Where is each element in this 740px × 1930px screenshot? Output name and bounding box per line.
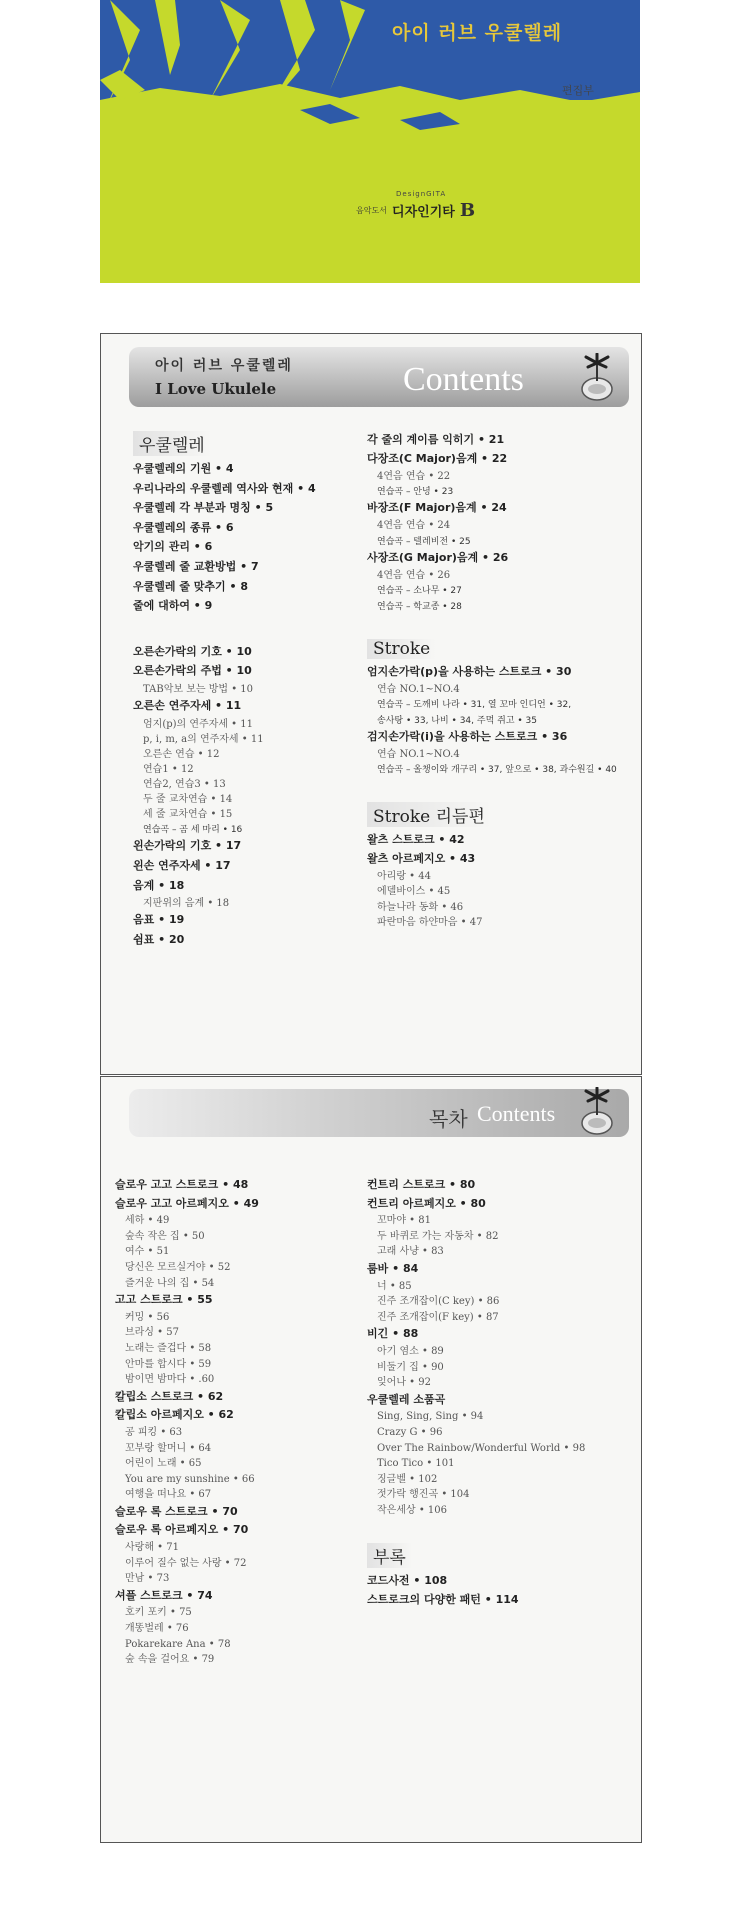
toc-subentry: 연습곡 – 올챙이와 개구리 • 37, 앞으로 • 38, 과수원길 • 40 (377, 765, 617, 776)
cover-author: 편집부 (562, 84, 594, 97)
toc-entry: 오른손가락의 기호 • 10 (133, 644, 252, 658)
toc-left-column (115, 1177, 355, 1669)
toc-subentry: 세하 • 49 (125, 1215, 170, 1227)
toc-subentry: 브라싱 • 57 (125, 1327, 179, 1339)
contents-page-2 (100, 1076, 642, 1843)
contents-page-1 (100, 333, 642, 1075)
toc-entry: 룸바 • 84 (367, 1261, 419, 1275)
toc-entry: 슬로우 록 아르페지오 • 70 (115, 1523, 249, 1537)
toc-entry: 우쿨렐레의 기원 • 4 (133, 462, 234, 475)
toc-subentry: 호키 포키 • 75 (125, 1607, 192, 1619)
toc-subentry: Sing, Sing, Sing • 94 (377, 1411, 484, 1423)
toc-subentry: Crazy G • 96 (377, 1426, 443, 1438)
toc-section-heading: 부록 (367, 1543, 412, 1568)
toc-subentry: 아기 염소 • 89 (377, 1345, 444, 1357)
toc-entry: 스트로크의 다양한 패턴 • 114 (367, 1593, 519, 1607)
toc-entry: 셔플 스트로크 • 74 (115, 1588, 213, 1602)
publisher-logo (356, 190, 476, 221)
publisher-small-text: 음악도서 (356, 206, 387, 215)
toc-subentry: 4연음 연습 • 26 (377, 569, 451, 581)
spacer (367, 778, 637, 800)
toc-entry: 사장조(G Major)음계 • 26 (367, 550, 509, 564)
toc-section-heading: Stroke 리듬편 (367, 802, 491, 827)
toc-subentry: 징글벨 • 102 (377, 1473, 438, 1485)
ukulele-palm-icon (574, 353, 620, 403)
toc-subentry: 진주 조개잡이(F key) • 87 (377, 1311, 499, 1323)
toc-subentry: 어린이 노래 • 65 (125, 1458, 202, 1470)
toc-subentry: 안마를 합시다 • 59 (125, 1358, 212, 1370)
toc-entry: 음표 • 19 (133, 913, 185, 927)
toc-subentry: 송사탕 • 33, 나비 • 34, 주먹 쥐고 • 35 (377, 715, 537, 726)
toc-subentry: 당신은 모르실거야 • 52 (125, 1261, 231, 1273)
contents-banner (129, 347, 629, 407)
toc-subentry: 하늘나라 동화 • 46 (377, 901, 464, 913)
toc-subentry: 연습곡 – 텔레비전 • 25 (377, 536, 471, 547)
toc-subentry: Over The Rainbow/Wonderful World • 98 (377, 1442, 586, 1454)
toc-entry: 악기의 관리 • 6 (133, 540, 213, 554)
toc-subentry: 연습 NO.1~NO.4 (377, 748, 460, 760)
toc-subentry: 연습곡 – 소나무 • 27 (377, 586, 462, 597)
toc-right-column (367, 1177, 637, 1611)
toc-subentry: 고래 사냥 • 83 (377, 1246, 444, 1258)
toc-subentry: 두 줄 교차연습 • 14 (143, 794, 233, 806)
toc-entry: 칼립소 아르페지오 • 62 (115, 1408, 234, 1422)
toc-entry: 우쿨렐레 줄 교환방법 • 7 (133, 559, 259, 573)
toc-subentry: Tico Tico • 101 (377, 1458, 455, 1470)
toc-subentry: 두 바퀴로 가는 자동차 • 82 (377, 1230, 499, 1242)
toc-entry: 컨트리 아르페지오 • 80 (367, 1196, 486, 1210)
toc-subentry: 연습곡 – 학교종 • 28 (377, 601, 462, 612)
toc-subentry: 숲속 작은 집 • 50 (125, 1230, 205, 1242)
toc-subentry: 여수 • 51 (125, 1246, 170, 1258)
book-cover (100, 0, 640, 283)
toc-subentry: 연습곡 – 안녕 • 23 (377, 486, 454, 497)
toc-left-column (133, 429, 363, 951)
toc-entry: 우쿨렐레 각 부분과 명칭 • 5 (133, 501, 274, 515)
banner-mokcha-label: 목차 (429, 1107, 468, 1131)
toc-entry: 우쿨렐레 소품곡 (367, 1392, 446, 1406)
toc-subentry: 공 피킹 • 63 (125, 1426, 183, 1438)
toc-subentry: 사랑해 • 71 (125, 1542, 179, 1554)
toc-subentry: 즐거운 나의 집 • 54 (125, 1277, 215, 1289)
toc-right-column (367, 432, 637, 932)
toc-subentry: 4연음 연습 • 24 (377, 520, 451, 532)
toc-subentry: 밤이면 밤마다 • .60 (125, 1374, 215, 1386)
toc-entry: 우쿨렐레 줄 맞추기 • 8 (133, 579, 249, 593)
contents-banner (129, 1089, 629, 1137)
toc-subentry: 커밍 • 56 (125, 1311, 170, 1323)
toc-entry: 컨트리 스트로크 • 80 (367, 1178, 476, 1191)
toc-entry: 우쿨렐레의 종류 • 6 (133, 520, 234, 534)
toc-entry: 슬로우 록 스트로크 • 70 (115, 1504, 238, 1518)
toc-subentry: Pokarekare Ana • 78 (125, 1638, 231, 1650)
toc-entry: 바장조(F Major)음계 • 24 (367, 501, 507, 515)
toc-subentry: 숲 속을 걸어요 • 79 (125, 1654, 215, 1666)
toc-subentry: 엄지(p)의 연주자세 • 11 (143, 718, 253, 730)
toc-subentry: 개똥벌레 • 76 (125, 1623, 189, 1635)
publisher-name: 디자인기타 (392, 205, 455, 220)
toc-section-heading: 우쿨렐레 (133, 431, 211, 456)
spacer (133, 618, 363, 644)
toc-entry: 엄지손가락(p)을 사용하는 스트로크 • 30 (367, 664, 572, 678)
ukulele-palm-icon (574, 1087, 620, 1137)
toc-subentry: 너 • 85 (377, 1280, 412, 1292)
toc-subentry: TAB악보 보는 방법 • 10 (143, 683, 253, 695)
toc-subentry: 에델바이스 • 45 (377, 886, 451, 898)
toc-entry: 다장조(C Major)음계 • 22 (367, 451, 508, 465)
toc-subentry: 4연음 연습 • 22 (377, 470, 451, 482)
publisher-mark: B (459, 200, 476, 221)
toc-entry: 왼손 연주자세 • 17 (133, 858, 231, 872)
toc-subentry: 연습1 • 12 (143, 763, 194, 775)
toc-subentry: 젓가락 행진곡 • 104 (377, 1489, 470, 1501)
publisher-top-text: DesignGITA (396, 190, 447, 198)
toc-subentry: 꼬마야 • 81 (377, 1215, 431, 1227)
toc-subentry: 비둘기 집 • 90 (377, 1361, 444, 1373)
toc-entry: 줄에 대하여 • 9 (133, 599, 213, 613)
toc-subentry: 진주 조개잡이(C key) • 86 (377, 1296, 500, 1308)
banner-title-english: I Love Ukulele (155, 380, 277, 398)
toc-entry: 고고 스트로크 • 55 (115, 1293, 213, 1307)
toc-subentry: 여행을 떠나요 • 67 (125, 1489, 212, 1501)
toc-entry: 슬로우 고고 아르페지오 • 49 (115, 1196, 259, 1210)
toc-subentry: 연습곡 – 도깨비 나라 • 31, 열 꼬마 인디언 • 32, (377, 700, 572, 711)
toc-subentry: 지판위의 음계 • 18 (143, 898, 230, 910)
toc-subentry: 노래는 즐겁다 • 58 (125, 1342, 212, 1354)
toc-subentry: 세 줄 교차연습 • 15 (143, 809, 233, 821)
toc-subentry: 연습 NO.1~NO.4 (377, 683, 460, 695)
toc-subentry: 아리랑 • 44 (377, 871, 431, 883)
toc-entry: 각 줄의 계이름 익히기 • 21 (367, 433, 505, 446)
toc-section-heading: Stroke (367, 639, 436, 659)
toc-subentry: p, i, m, a의 연주자세 • 11 (143, 733, 264, 745)
toc-subentry: You are my sunshine • 66 (125, 1473, 255, 1485)
toc-entry: 오른손가락의 주법 • 10 (133, 664, 252, 678)
toc-subentry: 잊어나 • 92 (377, 1377, 431, 1389)
toc-entry: 쉼표 • 20 (133, 932, 185, 946)
toc-subentry: 작은세상 • 106 (377, 1504, 447, 1516)
toc-subentry: 꼬부랑 할머니 • 64 (125, 1442, 212, 1454)
cover-title: 아이 러브 우쿨렐레 (392, 22, 563, 44)
toc-entry: 칼립소 스트로크 • 62 (115, 1389, 224, 1403)
toc-subentry: 이루어 질수 없는 사랑 • 72 (125, 1557, 247, 1569)
toc-entry: 왈츠 아르페지오 • 43 (367, 852, 476, 866)
spacer (367, 1519, 637, 1541)
banner-contents-label: Contents (403, 361, 524, 398)
toc-entry: 왼손가락의 기호 • 17 (133, 839, 242, 853)
toc-entry: 오른손 연주자세 • 11 (133, 699, 242, 713)
banner-contents-label: Contents (477, 1101, 556, 1126)
toc-subentry: 오른손 연습 • 12 (143, 748, 220, 760)
toc-entry: 우리나라의 우쿨렐레 역사와 현재 • 4 (133, 481, 316, 495)
toc-entry: 코드사전 • 108 (367, 1574, 448, 1588)
toc-entry: 슬로우 고고 스트로크 • 48 (115, 1178, 249, 1191)
toc-subentry: 연습곡 – 곰 세 마리 • 16 (143, 825, 243, 836)
toc-entry: 비긴 • 88 (367, 1327, 419, 1341)
banner-title-korean: 아이 러브 우쿨렐레 (155, 358, 293, 374)
toc-subentry: 만남 • 73 (125, 1573, 170, 1585)
toc-subentry: 파란마음 하얀마음 • 47 (377, 917, 483, 929)
toc-entry: 검지손가락(i)을 사용하는 스트로크 • 36 (367, 729, 568, 743)
toc-subentry: 연습2, 연습3 • 13 (143, 779, 226, 790)
toc-entry: 음계 • 18 (133, 878, 185, 892)
spacer (367, 615, 637, 637)
toc-entry: 왈츠 스트로크 • 42 (367, 833, 465, 847)
